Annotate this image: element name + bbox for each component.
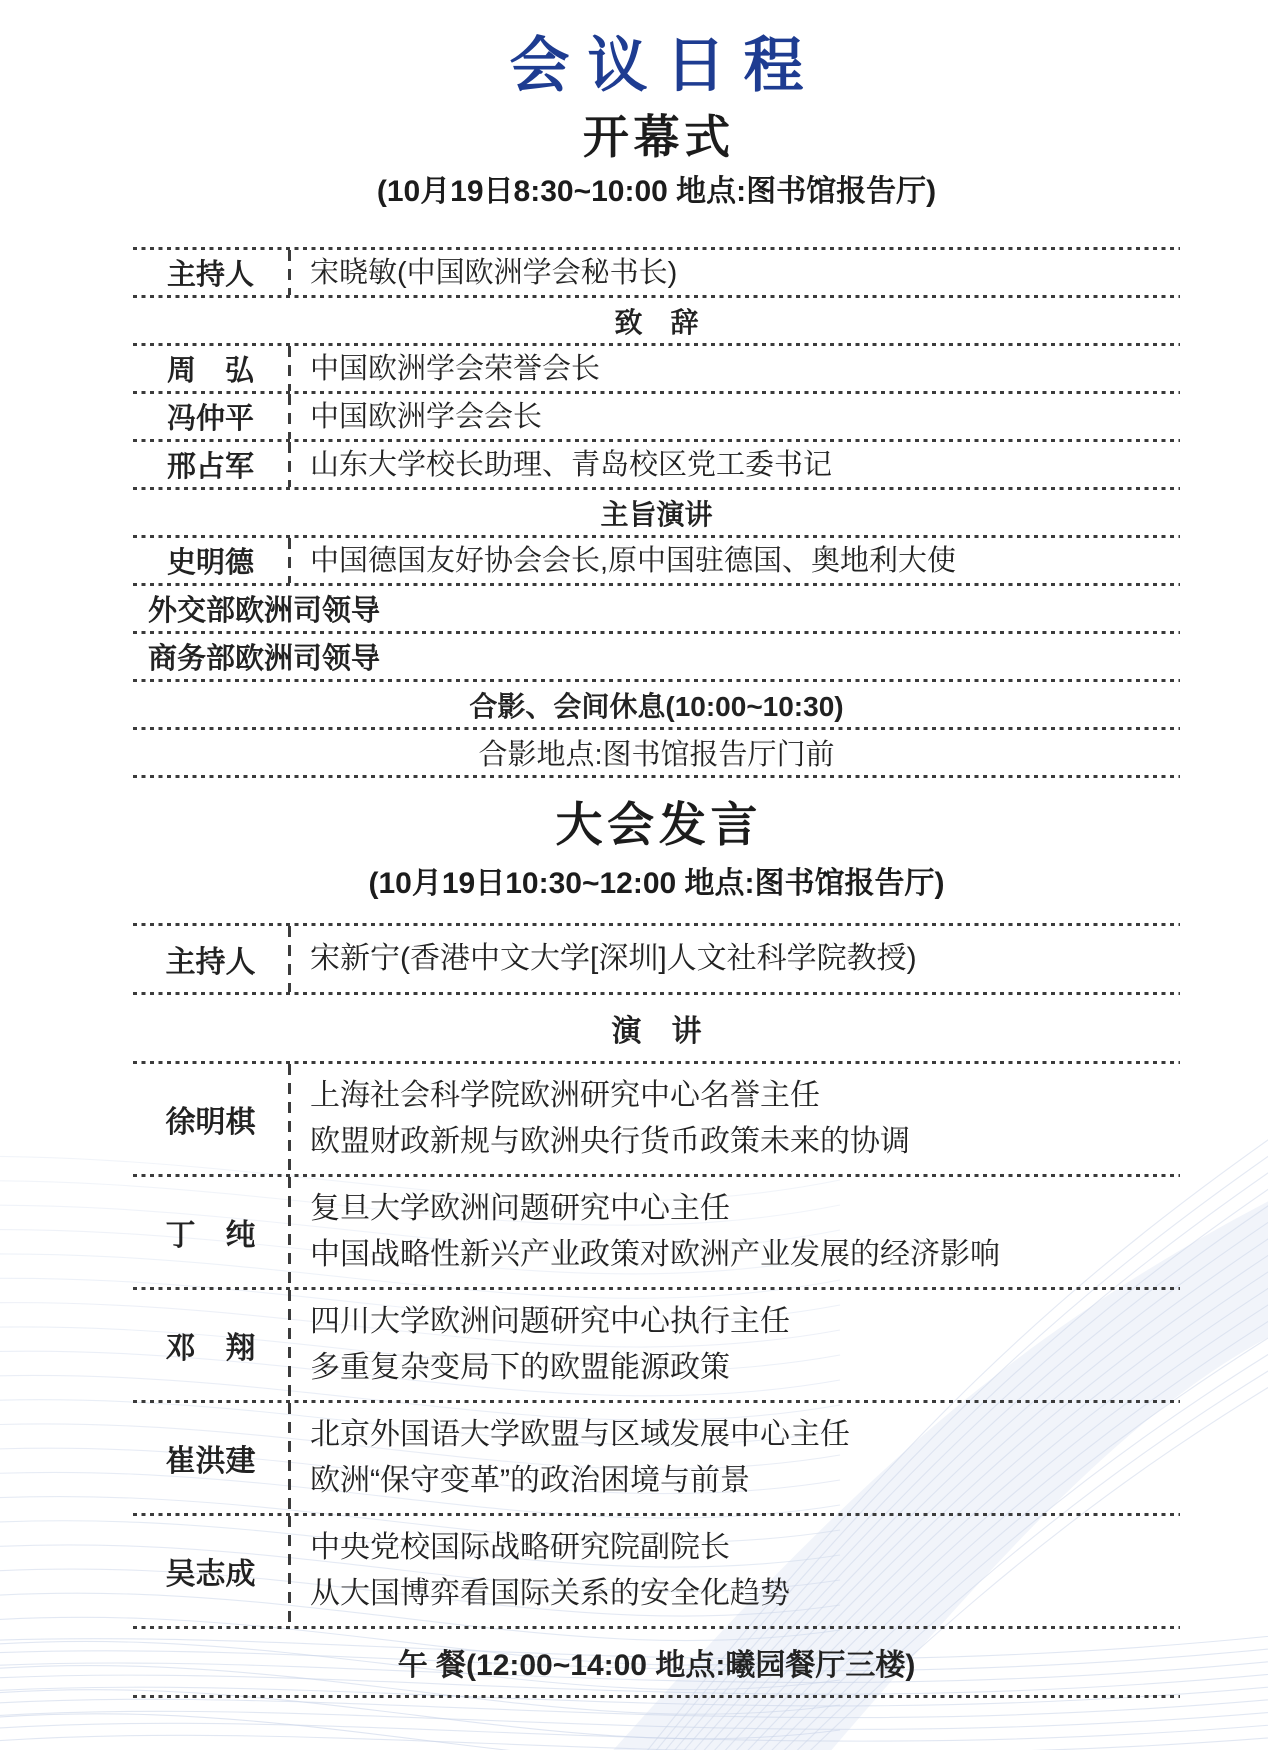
speaker-name: 崔洪建 xyxy=(165,1445,256,1478)
speaker-affiliation: 北京外国语大学欧盟与区域发展中心主任 xyxy=(310,1418,850,1451)
dotted-separator xyxy=(133,775,1180,778)
opening-agenda-table xyxy=(133,247,1180,778)
speaker-name: 吴志成 xyxy=(165,1558,256,1591)
speeches-header-row: 致 辞 xyxy=(614,306,699,338)
host-row xyxy=(133,250,1180,295)
break-row: 合影、会间休息(10:00~10:30) xyxy=(469,690,844,722)
opening-section-title: 开幕式 xyxy=(582,111,735,163)
host-label: 主持人 xyxy=(166,259,254,291)
speaker-affiliation: 四川大学欧洲问题研究中心执行主任 xyxy=(310,1305,790,1338)
speaker-affiliation: 复旦大学欧洲问题研究中心主任 xyxy=(310,1192,730,1225)
keynote-speaker-row xyxy=(133,538,1180,583)
speaker-details xyxy=(291,1177,1180,1287)
speech-topic: 多重复杂变局下的欧盟能源政策 xyxy=(310,1351,730,1384)
speech-topic: 欧盟财政新规与欧洲央行货币政策未来的协调 xyxy=(310,1125,910,1158)
speaker-details xyxy=(291,1290,1180,1400)
speaker-name: 周 弘 xyxy=(166,355,254,387)
speaker-title: 中国欧洲学会荣誉会长 xyxy=(310,352,601,385)
speaker-name: 徐明棋 xyxy=(165,1106,256,1139)
speaker-title: 中国欧洲学会会长 xyxy=(310,400,543,433)
speech-header-row: 演 讲 xyxy=(611,1015,702,1048)
speaker-title: 山东大学校长助理、青岛校区党工委书记 xyxy=(310,448,833,481)
plenary-section-title: 大会发言 xyxy=(555,798,763,851)
speaker-affiliation: 上海社会科学院欧洲研究中心名誉主任 xyxy=(310,1079,820,1112)
speaker-name: 邓 翔 xyxy=(165,1332,256,1365)
official-row: 外交部欧洲司领导 xyxy=(148,595,381,627)
official-row: 商务部欧洲司领导 xyxy=(148,643,381,675)
lunch-row: 午 餐(12:00~14:00 地点:曦园餐厅三楼) xyxy=(397,1649,916,1682)
dotted-separator xyxy=(133,1695,1180,1698)
host-label: 主持人 xyxy=(165,946,256,979)
speaker-name: 冯仲平 xyxy=(166,403,254,435)
program-content xyxy=(133,30,1180,1698)
speaker-row xyxy=(133,1403,1180,1513)
speaker-details xyxy=(291,1516,1180,1626)
host-name: 宋新宁(香港中文大学[深圳]人文社科学院教授) xyxy=(310,942,917,975)
speaker-row xyxy=(133,1177,1180,1287)
speaker-row xyxy=(133,394,1180,439)
page-title: 会议日程 xyxy=(509,32,822,99)
speaker-row xyxy=(133,442,1180,487)
speaker-details xyxy=(291,1403,1180,1513)
speech-topic: 从大国博弈看国际关系的安全化趋势 xyxy=(310,1577,790,1610)
speech-topic: 中国战略性新兴产业政策对欧洲产业发展的经济影响 xyxy=(310,1238,1000,1271)
speaker-name: 史明德 xyxy=(166,547,254,579)
speaker-affiliation: 中央党校国际战略研究院副院长 xyxy=(310,1531,730,1564)
speaker-row xyxy=(133,1064,1180,1174)
speaker-name: 邢占军 xyxy=(166,451,254,483)
photo-location-row: 合影地点:图书馆报告厅门前 xyxy=(478,739,835,771)
keynote-header-row: 主旨演讲 xyxy=(600,498,713,530)
speaker-row xyxy=(133,1516,1180,1626)
speaker-row xyxy=(133,346,1180,391)
speaker-details xyxy=(291,1064,1180,1174)
speaker-title: 中国德国友好协会会长,原中国驻德国、奥地利大使 xyxy=(310,544,957,577)
plenary-schedule-line: (10月19日10:30~12:00 地点:图书馆报告厅) xyxy=(368,867,945,900)
opening-schedule-line: (10月19日8:30~10:00 地点:图书馆报告厅) xyxy=(376,175,937,208)
speech-topic: 欧洲“保守变革”的政治困境与前景 xyxy=(310,1464,750,1497)
plenary-agenda-table xyxy=(133,923,1180,1698)
speaker-row xyxy=(133,1290,1180,1400)
host-name: 宋晓敏(中国欧洲学会秘书长) xyxy=(310,256,678,289)
conference-program-page xyxy=(0,30,1268,1750)
speaker-name: 丁 纯 xyxy=(165,1219,256,1252)
host-row xyxy=(133,926,1180,992)
